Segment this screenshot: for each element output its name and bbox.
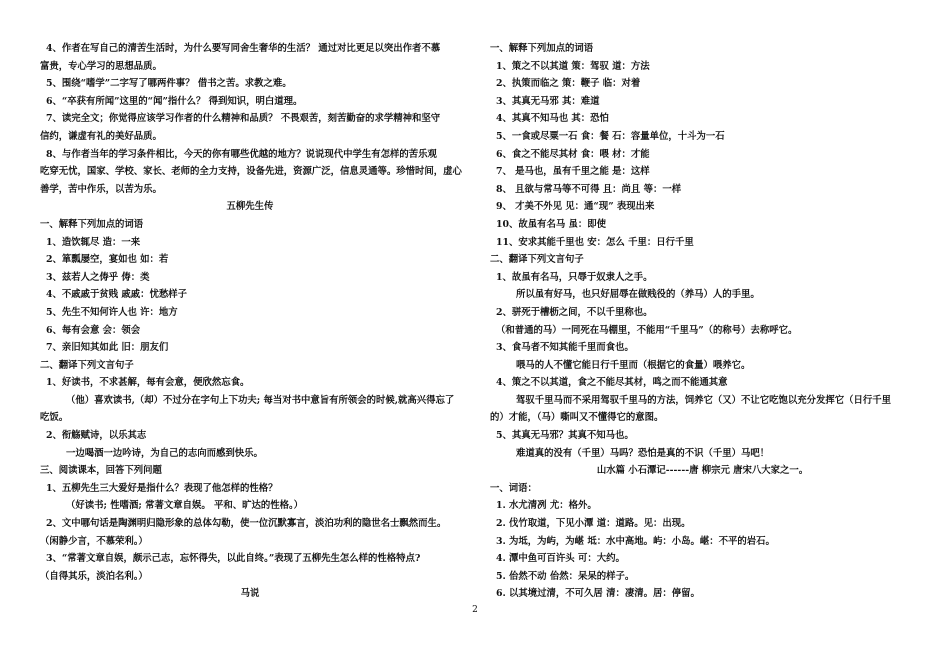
right-text-line: 10、故虽有名马 虽：即使: [496, 218, 607, 230]
right-text-line: 5、一食或尽粟一石 食：餐 石：容量单位，十斗为一石: [496, 130, 725, 142]
left-text-line: 5、围绕“嗜学”二字写了哪两件事？ 借书之苦。求教之难。: [46, 78, 292, 90]
left-text-line: 五柳先生传: [226, 201, 274, 213]
right-text-line: 难道真的没有（千里）马吗？恐怕是真的不识（千里）马吧！: [516, 447, 770, 459]
left-text-line: 三、阅读课本，回答下列问题: [40, 465, 162, 477]
right-text-line: 3、食马者不知其能千里而食也。: [496, 342, 634, 354]
right-text-line: 3、其真无马邪 其：难道: [496, 95, 600, 107]
right-text-line: 5、其真无马邪？其真不知马也。: [496, 430, 634, 442]
left-text-line: 信约，谦虚有礼的美好品质。: [40, 130, 162, 142]
right-text-line: 所以虽有好马，也只好屈辱在做贱役的（养马）人的手里。: [516, 289, 760, 301]
left-text-line: （他）喜欢读书,（却）不过分在字句上下功夫; 每当对书中意旨有所领会的时候,就高兴得忘了: [66, 394, 455, 406]
right-text-line: 一、词语：: [490, 482, 537, 494]
left-text-line: 1、造饮辄尽 造：一来: [46, 236, 141, 248]
left-text-line: 富贵，专心学习的思想品质。: [40, 60, 162, 72]
left-column: [40, 40, 460, 603]
right-text-line: 6、食之不能尽其材 食：喂 材：才能: [496, 148, 650, 160]
right-text-line: 2、执策而临之 策：鞭子 临：对着: [496, 78, 641, 90]
left-text-line: （闲静少言，不慕荣利。）: [40, 535, 148, 547]
left-text-line: 一、解释下列加点的词语: [40, 218, 144, 230]
right-text-line: 11、安求其能千里也 安：怎么 千里：日行千里: [496, 236, 694, 248]
left-text-line: 1、好读书，不求甚解，每有会意，便欣然忘食。: [46, 377, 250, 389]
right-text-line: 的）才能，（马）嘶叫又不懂得它的意图。: [490, 412, 664, 424]
right-text-line: 3. 为坻，为屿，为嵁 坻：水中高地。屿：小岛。嵁：不平的岩石。: [496, 535, 775, 547]
left-text-line: 2、文中哪句话是陶渊明归隐形象的总体勾勒，使一位沉默寡言，淡泊功利的隐世名士飘然而生。: [46, 518, 447, 530]
right-text-line: 4. 潭中鱼可百许头 可：大约。: [496, 553, 625, 565]
right-text-line: 二、翻译下列文言句子: [490, 254, 584, 266]
left-text-line: 4、作者在写自己的清苦生活时，为什么要写同舍生奢华的生活？ 通过对比更足以突出作者不慕: [46, 43, 441, 54]
right-text-line: 1、故虽有名马，只辱于奴隶人之手。: [496, 271, 653, 283]
left-text-line: 4、不戚戚于贫贱 戚戚：忧愁样子: [46, 289, 188, 301]
left-text-line: 1、五柳先生三大爱好是指什么？表现了他怎样的性格？: [46, 482, 278, 494]
right-column: [490, 40, 915, 603]
left-text-line: 善学，苦中作乐，以苦为乐。: [40, 183, 162, 195]
right-text-line: 4、策之不以其道，食之不能尽其材，鸣之而不能通其意: [496, 377, 728, 389]
left-text-line: 二、翻译下列文言句子: [40, 359, 134, 371]
left-text-line: 6、“卒获有所闻”这里的“闻”指什么？ 得到知识，明白道理。: [46, 95, 303, 107]
left-text-line: 7、亲旧知其如此 旧：朋友们: [46, 342, 169, 354]
right-text-line: 7、 是马也，虽有千里之能 是：这样: [496, 166, 650, 178]
right-text-line: 9、 才美不外见 见：通“现” 表现出来: [496, 201, 655, 213]
left-text-line: 吃穿无忧，国家、学校、家长、老师的全力支持，设备先进，资源广泛，信息灵通等。珍惜时间，虚心: [40, 166, 462, 178]
right-text-line: 喂马的人不懂它能日行千里而（根据它的食量）喂养它。: [516, 359, 751, 371]
right-text-line: 驾驭千里马而不采用驾驭千里马的方法，饲养它（又）不让它吃饱以充分发挥它（日行千里: [516, 394, 892, 406]
left-text-line: （好读书; 性嗜酒; 常著文章自娱。 平和、旷达的性格。）: [66, 500, 304, 512]
left-text-line: 2、箪瓢屡空，宴如也 如：若: [46, 254, 169, 266]
right-text-line: 1、策之不以其道 策：驾驭 道：方法: [496, 60, 650, 72]
left-text-line: 一边喝酒一边吟诗，为自己的志向而感到快乐。: [66, 447, 263, 459]
page-number: 2: [472, 605, 478, 615]
right-text-line: 8、 且欲与常马等不可得 且：尚且 等：一样: [496, 183, 682, 195]
left-text-line: （自得其乐，淡泊名利。）: [40, 570, 148, 582]
left-text-line: 3、“常著文章自娱，颇示己志，忘怀得失，以此自终。”表现了五柳先生怎么样的性格特点?: [46, 553, 421, 565]
right-text-line: （和普通的马）一同死在马棚里，不能用“千里马”（的称号）去称呼它。: [496, 324, 798, 336]
left-text-line: 吃饭。: [40, 412, 69, 424]
right-text-line: 6. 以其境过清，不可久居 清：凄清。居：停留。: [496, 588, 700, 600]
left-text-line: 6、每有会意 会：领会: [46, 324, 141, 336]
left-text-line: 8、与作者当年的学习条件相比，今天的你有哪些优越的地方？说说现代中学生有怎样的苦乐观: [46, 148, 437, 160]
left-text-line: 5、先生不知何许人也 许：地方: [46, 306, 178, 318]
left-text-line: 7、读完全文；你觉得应该学习作者的什么精神和品质？ 不畏艰苦，刻苦勤奋的求学精神和坚守: [46, 113, 441, 125]
right-text-line: 一、解释下列加点的词语: [490, 43, 594, 54]
right-text-line: 4、其真不知马也 其：恐怕: [496, 113, 609, 125]
left-text-line: 2、衔觞赋诗，以乐其志: [46, 430, 147, 442]
right-text-line: 5. 佁然不动 佁然：呆呆的样子。: [496, 570, 635, 582]
right-text-line: 山水篇 小石潭记------唐 柳宗元 唐宋八大家之一。: [596, 465, 809, 477]
right-text-line: 1. 水尤清冽 尤：格外。: [496, 500, 597, 512]
left-text-line: 3、兹若人之俦乎 俦：类: [46, 271, 150, 283]
right-text-line: 2. 伐竹取道，下见小潭 道：道路。见：出现。: [496, 518, 691, 530]
left-text-line: 马说: [240, 588, 260, 600]
right-text-line: 2、骈死于槽枥之间，不以千里称也。: [496, 306, 653, 318]
